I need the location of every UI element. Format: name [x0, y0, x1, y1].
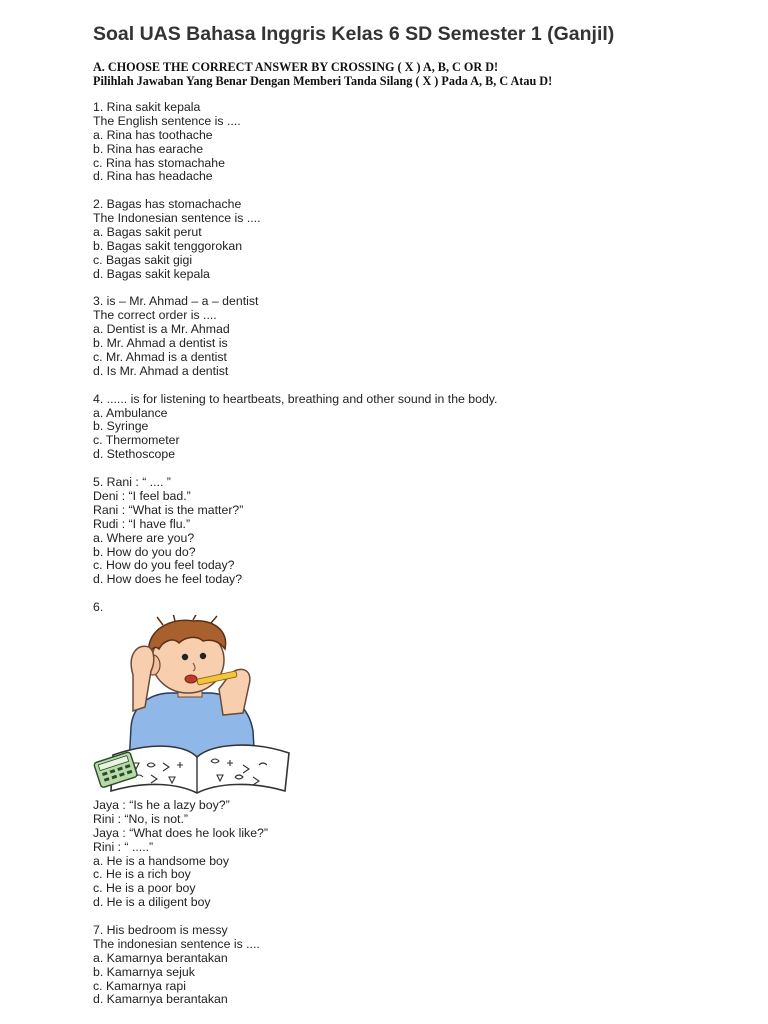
instruction-indonesian: Pilihlah Jawaban Yang Benar Dengan Memberi Tanda Silang ( X ) Pada A, B, C Atau D! — [93, 74, 553, 88]
option-a: a. Where are you? — [93, 530, 195, 545]
option-b: b. Rina has earache — [93, 141, 204, 156]
option-d: d. He is a diligent boy — [93, 895, 211, 910]
option-d: d. How does he feel today? — [93, 572, 243, 587]
option-d: d. Is Mr. Ahmad a dentist — [93, 363, 229, 378]
option-a: a. Rina has toothache — [93, 127, 213, 142]
dialogue-line: Rini : “ .....” — [93, 839, 154, 854]
question-5 — [93, 476, 497, 587]
question-3 — [93, 295, 497, 378]
page-title: Soal UAS Bahasa Inggris Kelas 6 SD Semester 1 (Ganjil) — [93, 23, 615, 45]
option-d: d. Rina has headache — [93, 169, 213, 184]
option-a: a. He is a handsome boy — [93, 853, 230, 868]
dialogue-line: 5. Rani : “ .... ” — [93, 475, 171, 490]
option-c: c. Kamarnya rapi — [93, 978, 186, 993]
option-c: c. Mr. Ahmad is a dentist — [93, 350, 227, 365]
question-prompt: The Indonesian sentence is .... — [93, 211, 261, 226]
dialogue-line: Rani : “What is the matter?” — [93, 502, 244, 517]
dialogue-line: Rini : “No, is not.” — [93, 811, 188, 826]
instruction-english: A. CHOOSE THE CORRECT ANSWER BY CROSSING ( X ) A, B, C OR D! — [93, 60, 499, 74]
option-b: b. How do you do? — [93, 544, 196, 559]
question-prompt: The indonesian sentence is .... — [93, 936, 260, 951]
option-b: b. Mr. Ahmad a dentist is — [93, 336, 228, 351]
boy-reading-book-illustration — [93, 615, 293, 799]
question-text: 1. Rina sakit kepala — [93, 100, 201, 114]
option-d: d. Bagas sakit kepala — [93, 266, 210, 281]
question-7 — [93, 924, 497, 1007]
question-list — [93, 101, 497, 1007]
option-c: c. How do you feel today? — [93, 558, 235, 573]
question-prompt: The correct order is .... — [93, 308, 217, 323]
option-c: c. Thermometer — [93, 433, 180, 448]
question-text: 2. Bagas has stomachache — [93, 197, 242, 212]
option-c: c. He is a rich boy — [93, 867, 191, 882]
option-a: a. Bagas sakit perut — [93, 225, 202, 240]
option-c: c. Bagas sakit gigi — [93, 252, 193, 267]
question-text: 7. His bedroom is messy — [93, 922, 228, 937]
question-4 — [93, 393, 497, 462]
question-text: 3. is – Mr. Ahmad – a – dentist — [93, 294, 259, 309]
option-b: b. Kamarnya sejuk — [93, 964, 195, 979]
option-a: a. Kamarnya berantakan — [93, 950, 228, 965]
question-6 — [93, 601, 497, 910]
question-text: 4. ...... is for listening to heartbeats, breathing and other sound in the body. — [93, 391, 498, 406]
question-prompt: The English sentence is .... — [93, 113, 241, 128]
option-a: a. Dentist is a Mr. Ahmad — [93, 322, 230, 337]
option-a: a. Ambulance — [93, 405, 168, 420]
option-b: b. Bagas sakit tenggorokan — [93, 238, 243, 253]
instructions — [93, 60, 552, 88]
option-c: c. Rina has stomachahe — [93, 155, 225, 170]
dialogue-line: Jaya : “Is he a lazy boy?” — [93, 797, 230, 812]
option-b: b. Syringe — [93, 419, 149, 434]
question-number: 6. — [93, 600, 104, 615]
question-1 — [93, 101, 497, 184]
option-c: c. He is a poor boy — [93, 881, 196, 896]
dialogue-line: Rudi : “I have flu.” — [93, 516, 191, 531]
option-d: d. Kamarnya berantakan — [93, 992, 228, 1007]
dialogue-line: Deni : “I feel bad.” — [93, 488, 191, 503]
question-2 — [93, 198, 497, 281]
dialogue-line: Jaya : “What does he look like?” — [93, 825, 268, 840]
option-d: d. Stethoscope — [93, 447, 176, 462]
